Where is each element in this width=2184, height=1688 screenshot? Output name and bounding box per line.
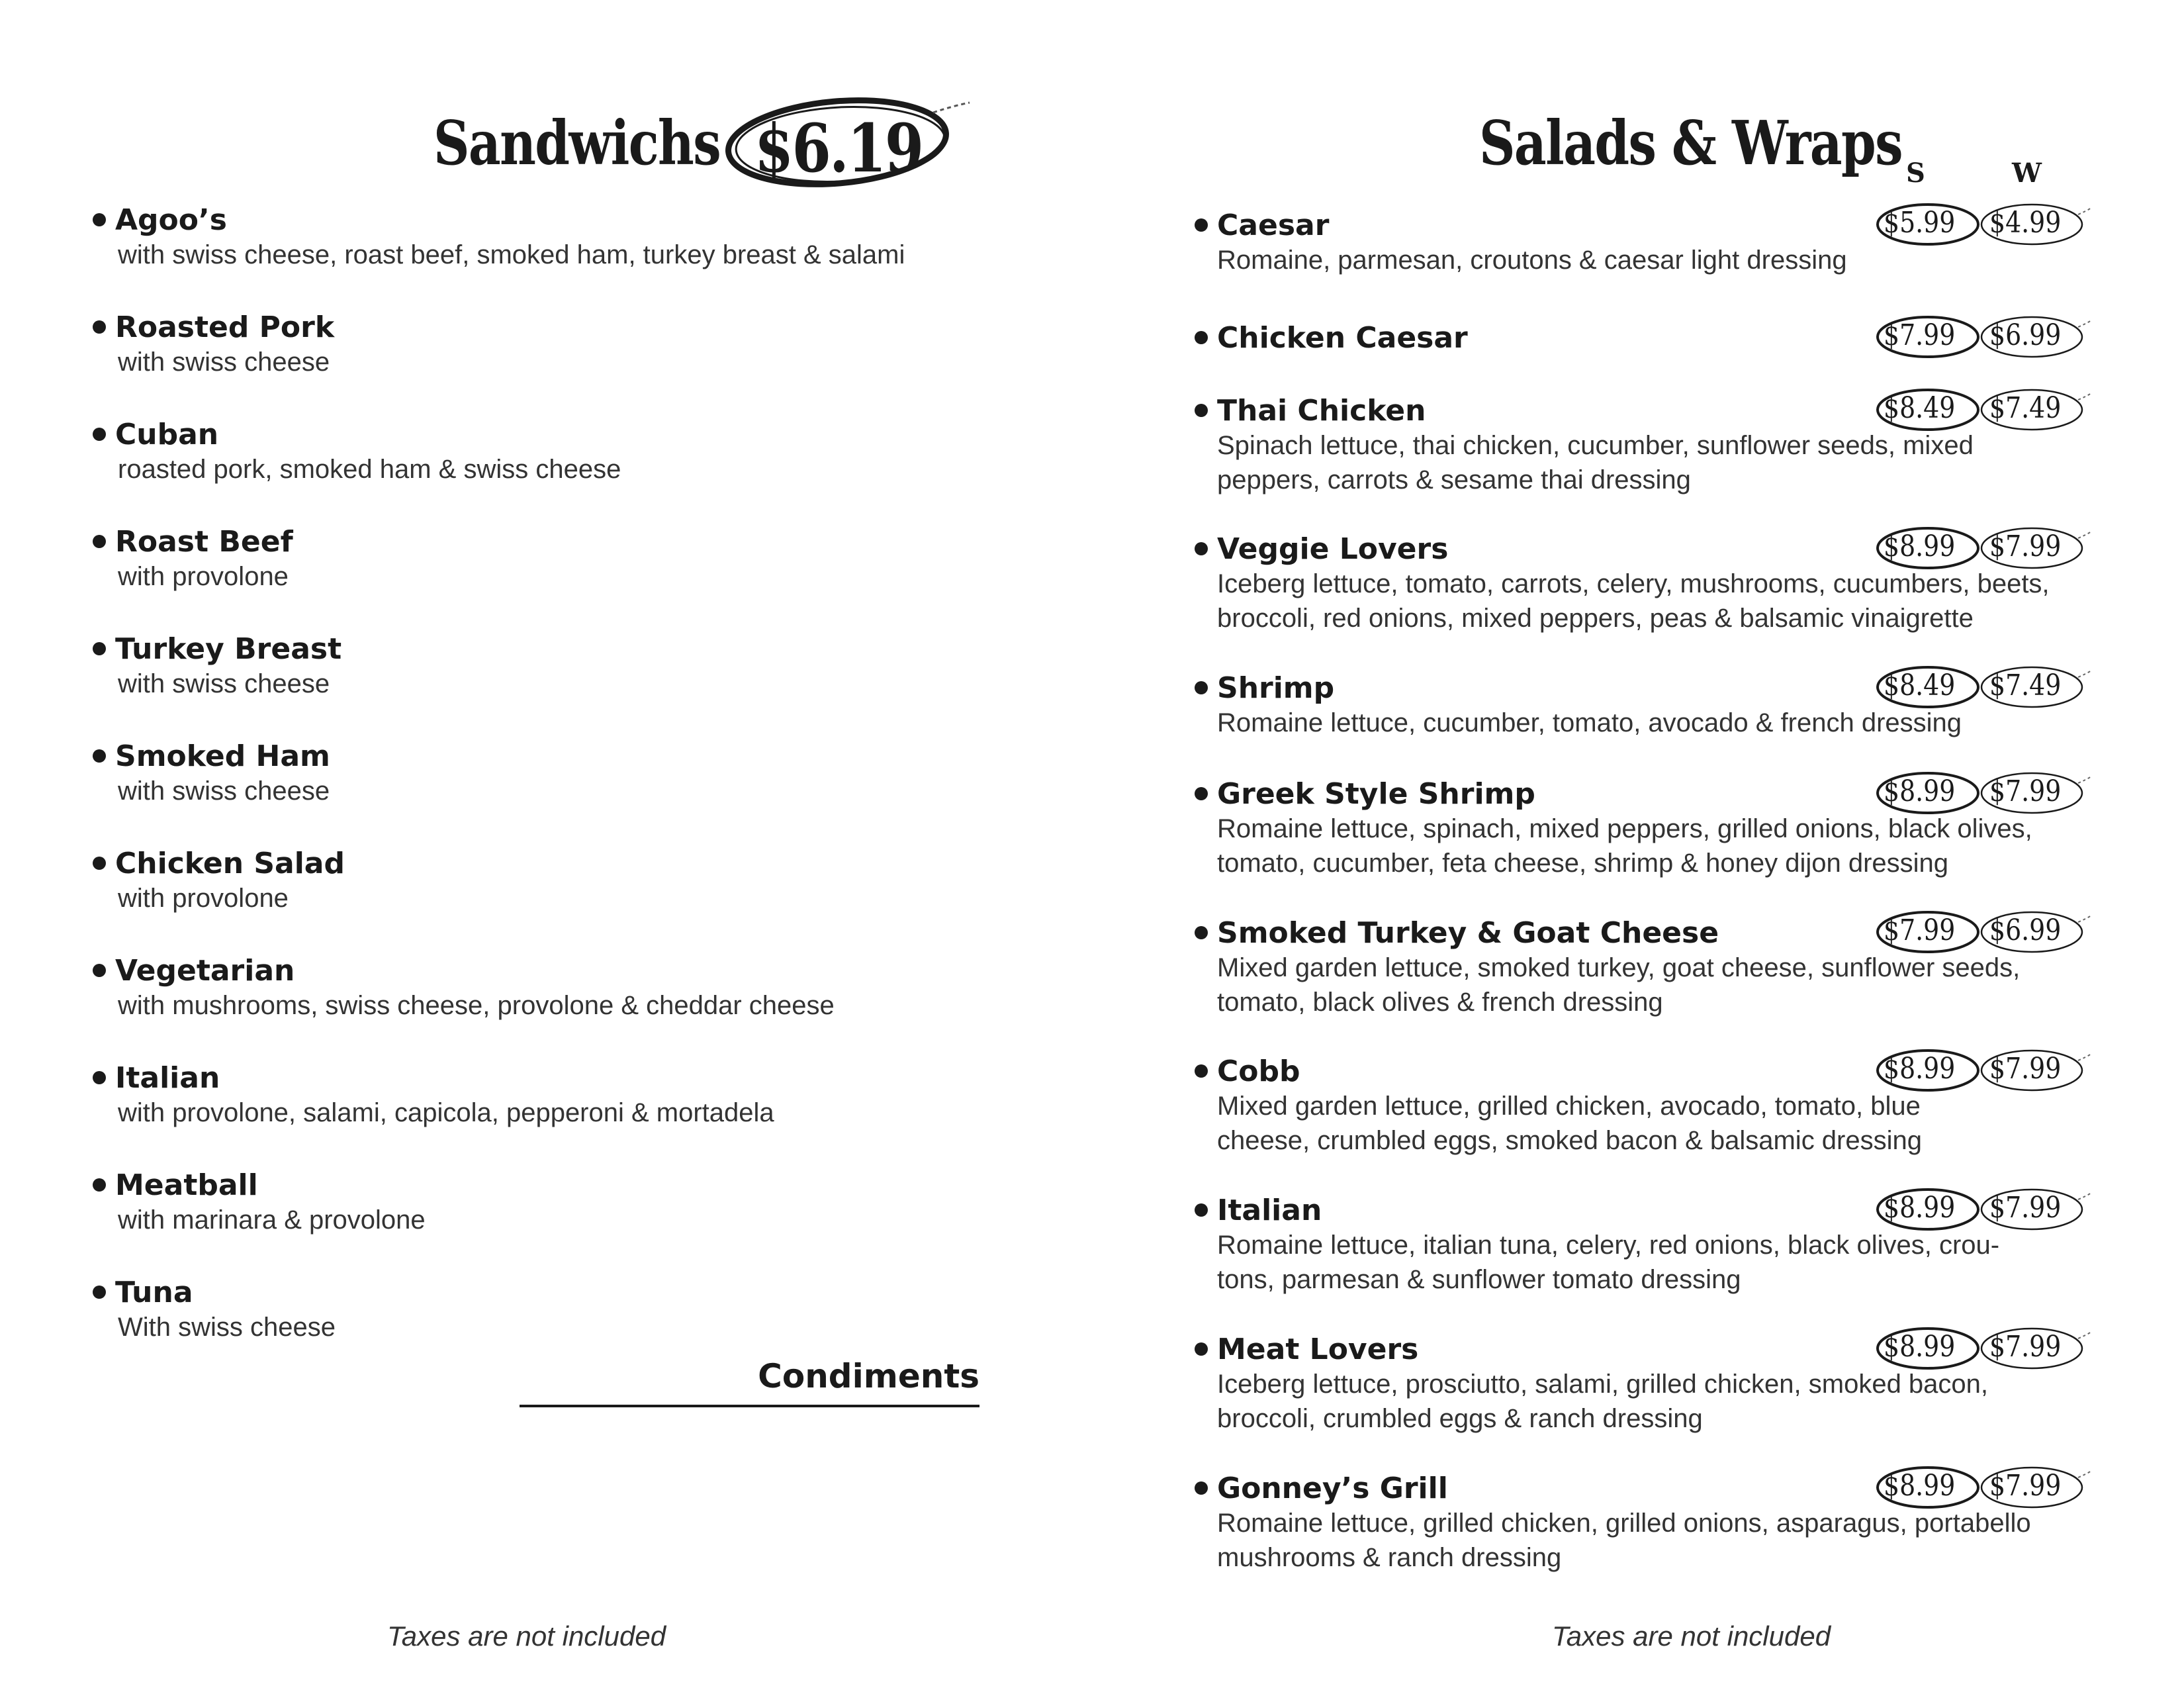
sandwich-item-desc: with provolone (118, 562, 289, 591)
salad-price-wrap: $6.99 (1989, 914, 2062, 947)
salad-price-pair (1873, 1183, 2091, 1236)
salad-price-pair (1873, 310, 2091, 363)
bullet-icon (93, 320, 106, 334)
sandwich-item-name (93, 1274, 1032, 1310)
salad-price-small: $5.99 (1884, 206, 1956, 240)
sandwich-item-label: Tuna (115, 1275, 193, 1309)
bullet-icon (1195, 218, 1208, 232)
salad-price-wrap: $7.99 (1989, 1052, 2062, 1086)
salad-item-desc: broccoli, red onions, mixed peppers, peas & balsamic vinaigrette (1217, 604, 1974, 633)
salad-item-label: Caesar (1217, 208, 1330, 242)
salad-price-pair (1873, 767, 2091, 820)
salads-title: Salads & Wraps (1479, 107, 1902, 179)
sandwich-item-label: Agoo’s (115, 203, 227, 237)
salad-item-desc: tomato, black olives & french dressing (1217, 988, 1663, 1017)
bullet-icon (93, 535, 106, 548)
salad-price-small: $8.49 (1884, 669, 1956, 702)
bullet-icon (1195, 404, 1208, 417)
sandwich-item (93, 953, 1032, 1023)
bullet-icon (1195, 787, 1208, 800)
bullet-icon (93, 642, 106, 655)
sandwich-item-name (93, 631, 1032, 667)
salad-price-pair (1873, 661, 2091, 714)
sandwich-price: $6.19 (754, 109, 923, 187)
salad-item-desc: Spinach lettuce, thai chicken, cucumber, sunflower seeds, mixed (1217, 431, 1974, 460)
sandwich-item (93, 416, 1032, 487)
salad-price-wrap: $7.49 (1989, 391, 2062, 425)
salad-taxes-note: Taxes are not included (1552, 1620, 1831, 1652)
bullet-icon (1195, 542, 1208, 555)
salad-item-desc: broccoli, crumbled eggs & ranch dressing (1217, 1404, 1703, 1433)
salad-item-label: Greek Style Shrimp (1217, 776, 1535, 811)
salad-item-label: Cobb (1217, 1054, 1300, 1088)
bullet-icon (93, 1178, 106, 1192)
bullet-icon (93, 857, 106, 870)
salad-item-desc: Romaine lettuce, italian tuna, celery, red onions, black olives, crou- (1217, 1231, 2000, 1260)
salad-price-wrap: $7.99 (1989, 1330, 2062, 1364)
sandwich-item-label: Turkey Breast (115, 632, 342, 666)
sandwich-item (93, 1167, 1032, 1237)
salad-item-label: Meat Lovers (1217, 1332, 1419, 1366)
salad-price-small: $8.99 (1884, 774, 1956, 808)
sandwich-item-label: Cuban (115, 417, 219, 451)
salad-price-wrap: $7.49 (1989, 669, 2062, 702)
bullet-icon (1195, 1064, 1208, 1078)
bullet-icon (93, 213, 106, 226)
sandwich-item-label: Meatball (115, 1168, 258, 1202)
sandwich-item (93, 738, 1032, 808)
salad-price-pair (1873, 383, 2091, 436)
salad-item-desc: tons, parmesan & sunflower tomato dressing (1217, 1265, 1741, 1294)
sandwich-item-desc: with mushrooms, swiss cheese, provolone & cheddar cheese (118, 991, 835, 1020)
sandwich-item (93, 524, 1032, 594)
bullet-icon (93, 964, 106, 977)
sandwich-price-badge (715, 86, 973, 199)
salad-item-label: Thai Chicken (1217, 393, 1426, 428)
bullet-icon (93, 1071, 106, 1084)
sandwich-item-desc: with swiss cheese (118, 776, 330, 806)
sandwich-item-desc: with marinara & provolone (118, 1205, 426, 1235)
salad-price-small: $7.99 (1884, 914, 1956, 947)
bullet-icon (1195, 926, 1208, 939)
sandwich-item-name (93, 1060, 1032, 1096)
salad-item-label: Shrimp (1217, 671, 1335, 705)
sandwich-item (93, 845, 1032, 915)
salad-price-pair (1873, 1044, 2091, 1097)
salad-price-pair (1873, 522, 2091, 575)
salad-item-desc: Mixed garden lettuce, smoked turkey, goat cheese, sunflower seeds, (1217, 953, 2021, 982)
bullet-icon (1195, 1342, 1208, 1356)
salad-item-desc: Romaine lettuce, spinach, mixed peppers, grilled onions, black olives, (1217, 814, 2032, 843)
sandwich-item-desc: roasted pork, smoked ham & swiss cheese (118, 455, 621, 484)
sandwich-item-name (93, 416, 1032, 452)
salad-price-small: $8.49 (1884, 391, 1956, 425)
sandwich-item-desc: with provolone, salami, capicola, pepperoni & mortadela (118, 1098, 774, 1127)
sandwich-item-name (93, 309, 1032, 345)
salad-price-wrap: $7.99 (1989, 774, 2062, 808)
sandwich-item-desc: With swiss cheese (118, 1313, 336, 1342)
salad-item-desc: Romaine lettuce, grilled chicken, grilled onions, asparagus, portabello (1217, 1509, 2031, 1538)
salad-price-wrap: $4.99 (1989, 206, 2062, 240)
salad-price-small: $8.99 (1884, 1052, 1956, 1086)
salad-price-wrap: $7.99 (1989, 1191, 2062, 1225)
bullet-icon (93, 749, 106, 763)
salad-item-label: Smoked Turkey & Goat Cheese (1217, 915, 1719, 950)
salad-item-desc: Iceberg lettuce, tomato, carrots, celery, mushrooms, cucumbers, beets, (1217, 569, 2050, 598)
bullet-icon (93, 428, 106, 441)
sandwich-item-desc: with swiss cheese (118, 669, 330, 698)
condiments-divider (520, 1405, 979, 1407)
sandwich-item-label: Vegetarian (115, 953, 295, 988)
sandwich-item-desc: with swiss cheese, roast beef, smoked ham, turkey breast & salami (118, 240, 905, 269)
sandwich-item-name (93, 953, 1032, 988)
bullet-icon (1195, 331, 1208, 344)
sandwich-item-name (93, 738, 1032, 774)
salad-price-small: $7.99 (1884, 318, 1956, 352)
salad-item-desc: Mixed garden lettuce, grilled chicken, avocado, tomato, blue (1217, 1092, 1921, 1121)
size-small-label: S (1906, 158, 1925, 189)
salad-price-wrap: $7.99 (1989, 530, 2062, 563)
bullet-icon (1195, 681, 1208, 694)
salad-price-small: $8.99 (1884, 1330, 1956, 1364)
sandwich-item (93, 1274, 1032, 1344)
salad-price-small: $8.99 (1884, 1469, 1956, 1503)
salad-item-desc: Iceberg lettuce, prosciutto, salami, grilled chicken, smoked bacon, (1217, 1370, 1989, 1399)
salad-item-label: Chicken Caesar (1217, 320, 1468, 355)
salad-price-pair (1873, 906, 2091, 959)
sandwich-item (93, 1060, 1032, 1130)
condiments-title: Condiments (758, 1357, 979, 1395)
salad-price-pair (1873, 198, 2091, 251)
sandwich-item-label: Roasted Pork (115, 310, 335, 344)
salad-item-label: Italian (1217, 1193, 1322, 1227)
salad-price-small: $8.99 (1884, 530, 1956, 563)
sandwich-item-desc: with swiss cheese (118, 348, 330, 377)
sandwich-item-name (93, 524, 1032, 559)
salad-item-label: Gonney’s Grill (1217, 1471, 1448, 1505)
sandwich-item (93, 631, 1032, 701)
salad-item-desc: mushrooms & ranch dressing (1217, 1543, 1562, 1572)
salad-price-wrap: $6.99 (1989, 318, 2062, 352)
sandwich-item-label: Chicken Salad (115, 846, 345, 880)
sandwich-item-desc: with provolone (118, 884, 289, 913)
salad-item-desc: Romaine, parmesan, croutons & caesar light dressing (1217, 246, 1847, 275)
salad-price-wrap: $7.99 (1989, 1469, 2062, 1503)
sandwich-taxes-note: Taxes are not included (387, 1620, 666, 1652)
sandwich-item-name (93, 845, 1032, 881)
salad-price-small: $8.99 (1884, 1191, 1956, 1225)
salad-item-desc: Romaine lettuce, cucumber, tomato, avocado & french dressing (1217, 708, 1962, 737)
sandwich-item-label: Roast Beef (115, 524, 293, 559)
sandwich-item-label: Italian (115, 1060, 220, 1095)
salad-item-desc: cheese, crumbled eggs, smoked bacon & balsamic dressing (1217, 1126, 1922, 1155)
sandwich-item (93, 309, 1032, 379)
sandwich-item-label: Smoked Ham (115, 739, 330, 773)
salad-item-label: Veggie Lovers (1217, 532, 1449, 566)
sandwich-item-name (93, 202, 1032, 238)
bullet-icon (1195, 1203, 1208, 1217)
salad-price-pair (1873, 1461, 2091, 1514)
sandwich-item-name (93, 1167, 1032, 1203)
bullet-icon (93, 1286, 106, 1299)
sandwich-item (93, 202, 1032, 272)
salad-price-pair (1873, 1322, 2091, 1375)
sandwiches-title: Sandwichs (433, 107, 721, 179)
bullet-icon (1195, 1481, 1208, 1495)
size-wrap-label: W (2012, 158, 2042, 189)
salad-item-desc: tomato, cucumber, feta cheese, shrimp & honey dijon dressing (1217, 849, 1949, 878)
salad-item-desc: peppers, carrots & sesame thai dressing (1217, 465, 1691, 494)
